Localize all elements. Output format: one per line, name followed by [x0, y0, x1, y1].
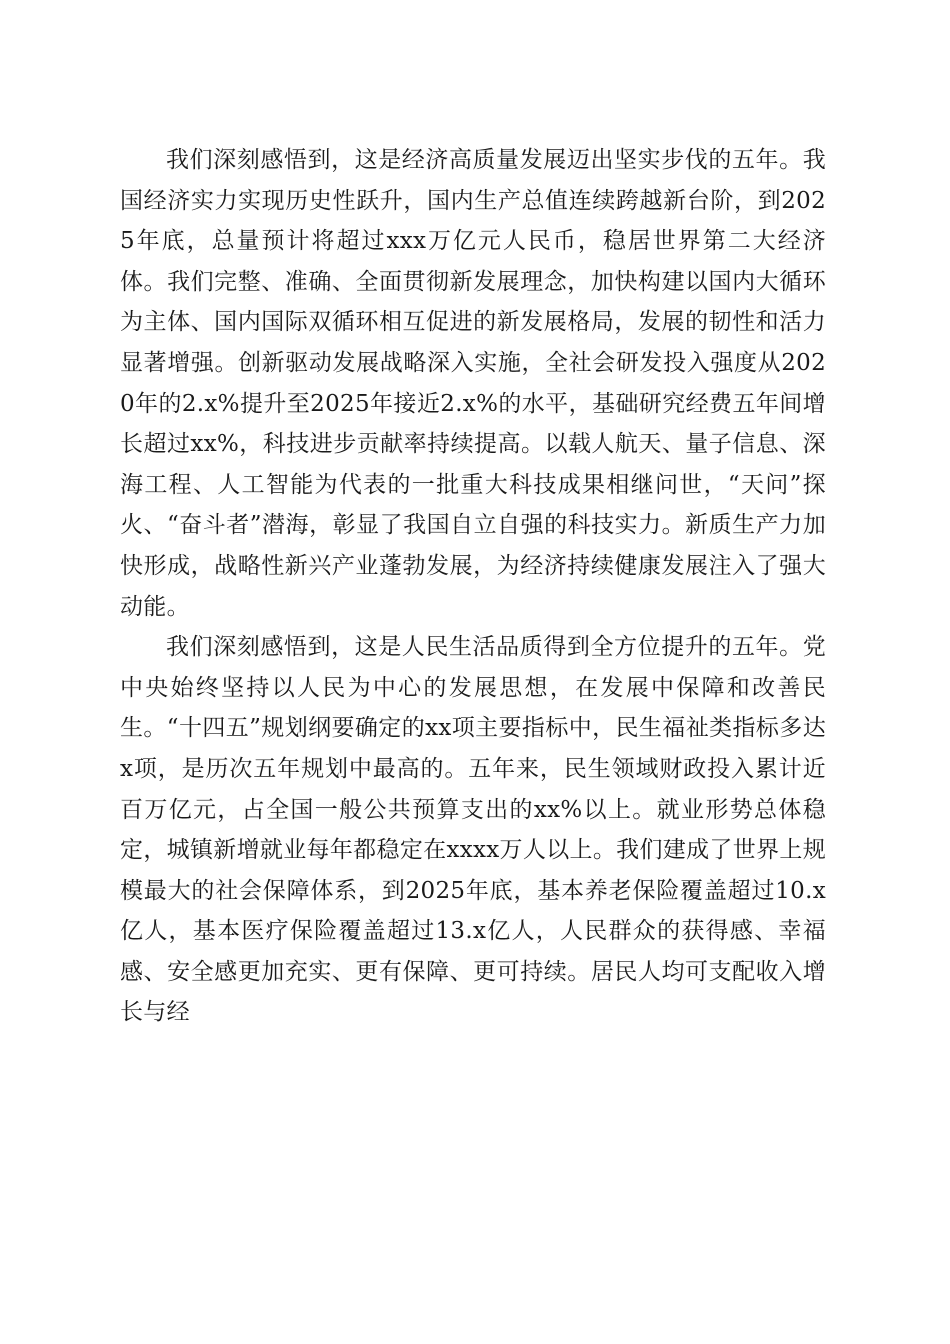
paragraph-economy: 我们深刻感悟到，这是经济高质量发展迈出坚实步伐的五年。我国经济实力实现历史性跃升，国内生产总值连续跨越新台阶，到2025年底，总量预计将超过xxx万亿元人民币，稳居世界第二大经济体。我们完整、准确、全面贯彻新发展理念，加快构建以国内大循环为主体、国内国际双循环相互促进的新发展格局，发展的韧性和活力显著增强。创新驱动发展战略深入实施，全社会研发投入强度从2020年的2.x%提升至2025年接近2.x%的水平，基础研究经费五年间增长超过xx%，科技进步贡献率持续提高。以载人航天、量子信息、深海工程、人工智能为代表的一批重大科技成果相继问世，“天问”探火、“奋斗者”潜海，彰显了我国自立自强的科技实力。新质生产力加快形成，战略性新兴产业蓬勃发展，为经济持续健康发展注入了强大动能。	[120, 147, 826, 620]
document-body	[120, 140, 826, 1033]
paragraph-livelihood: 我们深刻感悟到，这是人民生活品质得到全方位提升的五年。党中央始终坚持以人民为中心的发展思想，在发展中保障和改善民生。“十四五”规划纲要确定的xx项主要指标中，民生福祉类指标多达x项，是历次五年规划中最高的。五年来，民生领域财政投入累计近百万亿元，占全国一般公共预算支出的xx%以上。就业形势总体稳定，城镇新增就业每年都稳定在xxxx万人以上。我们建成了世界上规模最大的社会保障体系，到2025年底，基本养老保险覆盖超过10.x亿人，基本医疗保险覆盖超过13.x亿人，人民群众的获得感、幸福感、安全感更加充实、更有保障、更可持续。居民人均可支配收入增长与经	[120, 634, 826, 1026]
